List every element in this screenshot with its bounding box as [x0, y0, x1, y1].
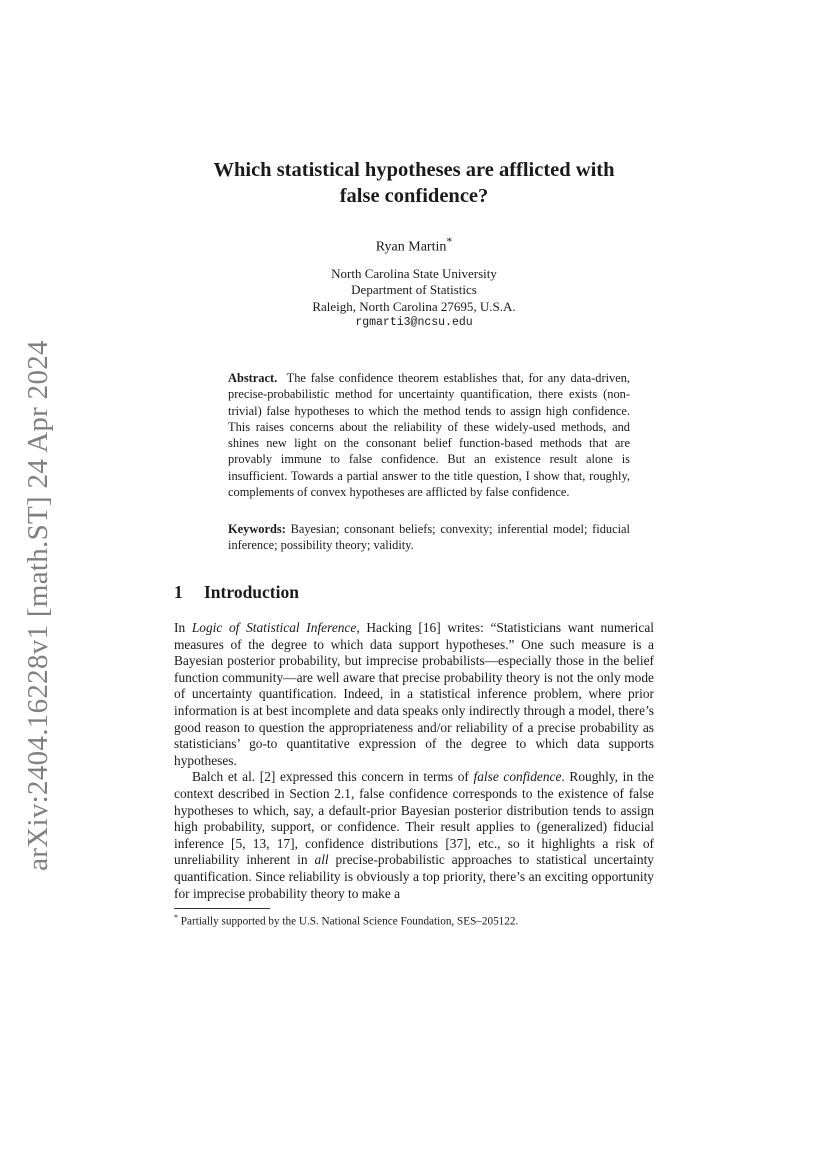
footnote-text: Partially supported by the U.S. National Science Foundation, SES–205122. [180, 915, 519, 928]
p2-text-c: precise-probabilistic approaches to statistical uncertainty quantification. Since reliability is obviously a top priority, there’s an exciting opportunity for imprecise probability theory to make a [174, 852, 654, 901]
p2-text-b: . Roughly, in the context described in Section 2.1, false confidence corresponds to the existence of false hypotheses to which, say, a default-prior Bayesian posterior distribution tends to assign high probability, support, or confidence. Their result applies to (generalized) fiducial inference [5, 13, 17], confidence distributions [37], etc., so it highlights a risk of unreliability inherent in [174, 769, 654, 868]
affiliation-address: Raleigh, North Carolina 27695, U.S.A. [312, 298, 516, 314]
arxiv-identifier-text: arXiv:2404.16228v1 [math.ST] 24 Apr 2024 [21, 339, 54, 871]
title-line-1: Which statistical hypotheses are afflicted with [213, 159, 615, 181]
author-footnote-mark: * [446, 235, 453, 248]
abstract [228, 370, 630, 500]
p2-italic-term: false confidence [473, 769, 562, 785]
p1-book-title: Logic of Statistical Inference [191, 620, 357, 635]
abstract-label: Abstract. [228, 371, 278, 385]
keywords [228, 521, 630, 554]
p1-text-a: In [174, 620, 192, 635]
section-title: Introduction [204, 582, 299, 602]
affiliation [200, 266, 628, 332]
section-heading [174, 582, 299, 603]
keywords-text: Bayesian; consonant beliefs; convexity; inferential model; fiducial inference; possibility theory; validity. [228, 522, 630, 553]
affiliation-university: North Carolina State University [331, 266, 497, 281]
p2-italic-all: all [314, 852, 329, 868]
keywords-label: Keywords: [228, 522, 286, 536]
paragraph-1 [174, 620, 654, 769]
paper-title [150, 157, 678, 209]
author-name: Ryan Martin [375, 239, 447, 255]
footnote-mark: * [174, 913, 178, 922]
title-line-2: false confidence? [339, 185, 489, 207]
section-number: 1 [174, 582, 183, 602]
footnote [174, 913, 654, 928]
author-email: rgmarti3@ncsu.edu [355, 316, 473, 330]
p1-text-b: , Hacking [16] writes: “Statisticians want numerical measures of the degree to which data support hypotheses.” One such measure is a Bayesian posterior probability, but imprecise probabilists—especially those in the belief function community—are well aware that precise probability theory is not the only mode of uncertainty quantification. Indeed, in a statistical inference problem, where prior information is at best incomplete and data speaks only indirectly through a model, there’s good reason to question the appropriateness and/or reliability of a precise probability as statisticians’ go-to quantitative expression of the degree to which data supports hypotheses. [174, 620, 654, 768]
abstract-text: The false confidence theorem establishes that, for any data-driven, precise-probabilistic method for uncertainty quantification, there exists (non-trivial) false hypotheses to which the method tends to assign high confidence. This raises concerns about the reliability of these widely-used methods, and shines new light on the consonant belief function-based methods that are provably immune to false confidence. But an existence result alone is insufficient. Towards a partial answer to the title question, I show that, roughly, complements of convex hypotheses are afflicted by false confidence. [228, 371, 630, 500]
author [200, 235, 628, 256]
affiliation-department: Department of Statistics [351, 282, 477, 298]
paragraph-2 [174, 769, 654, 902]
section-body [174, 620, 654, 902]
p2-text-a: Balch et al. [2] expressed this concern in terms of [192, 769, 474, 785]
footnote-divider [174, 908, 270, 909]
